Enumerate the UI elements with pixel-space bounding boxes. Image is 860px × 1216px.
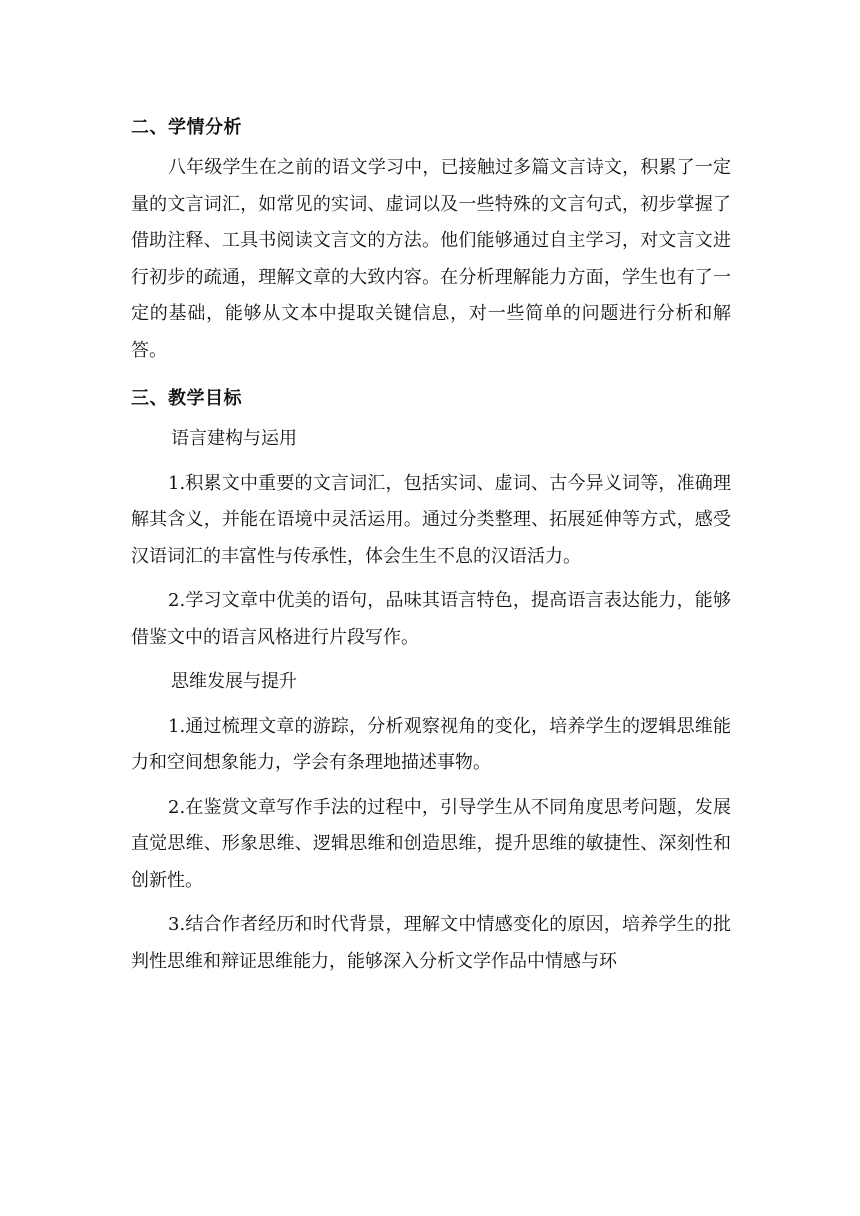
- subheading-thinking-development: 思维发展与提升: [171, 671, 297, 692]
- thinking-goal-3: 3.结合作者经历和时代背景，理解文中情感变化的原因，培养学生的批判性思维和辩证思维能力，能够深入分析文学作品中情感与环: [131, 914, 731, 972]
- document-body: [131, 106, 731, 988]
- section-heading-learner-analysis: 二、学情分析: [131, 117, 242, 138]
- thinking-goal-1: 1.通过梳理文章的游踪，分析观察视角的变化，培养学生的逻辑思维能力和空间想象能力，学会有条理地描述事物。: [131, 715, 731, 773]
- language-goal-2: 2.学习文章中优美的语句，品味其语言特色，提高语言表达能力，能够借鉴文中的语言风格进行片段写作。: [131, 590, 731, 648]
- thinking-goal-2: 2.在鉴赏文章写作手法的过程中，引导学生从不同角度思考问题，发展直觉思维、形象思维、逻辑思维和创造思维，提升思维的敏捷性、深刻性和创新性。: [131, 796, 731, 891]
- learner-analysis-paragraph: 八年级学生在之前的语文学习中，已接触过多篇文言诗文，积累了一定量的文言词汇，如常见的实词、虚词以及一些特殊的文言句式，初步掌握了借助注释、工具书阅读文言文的方法。他们能够通过自主学习，对文言文进行初步的疏通，理解文章的大致内容。在分析理解能力方面，学生也有了一定的基础，能够从文本中提取关键信息，对一些简单的问题进行分析和解答。: [131, 157, 731, 361]
- language-goal-1: 1.积累文中重要的文言词汇，包括实词、虚词、古今异义词等，准确理解其含义，并能在语境中灵活运用。通过分类整理、拓展延伸等方式，感受汉语词汇的丰富性与传承性，体会生生不息的汉语活力。: [131, 472, 731, 567]
- section-heading-teaching-goals: 三、教学目标: [131, 388, 242, 409]
- subheading-language-construction: 语言建构与运用: [171, 428, 297, 449]
